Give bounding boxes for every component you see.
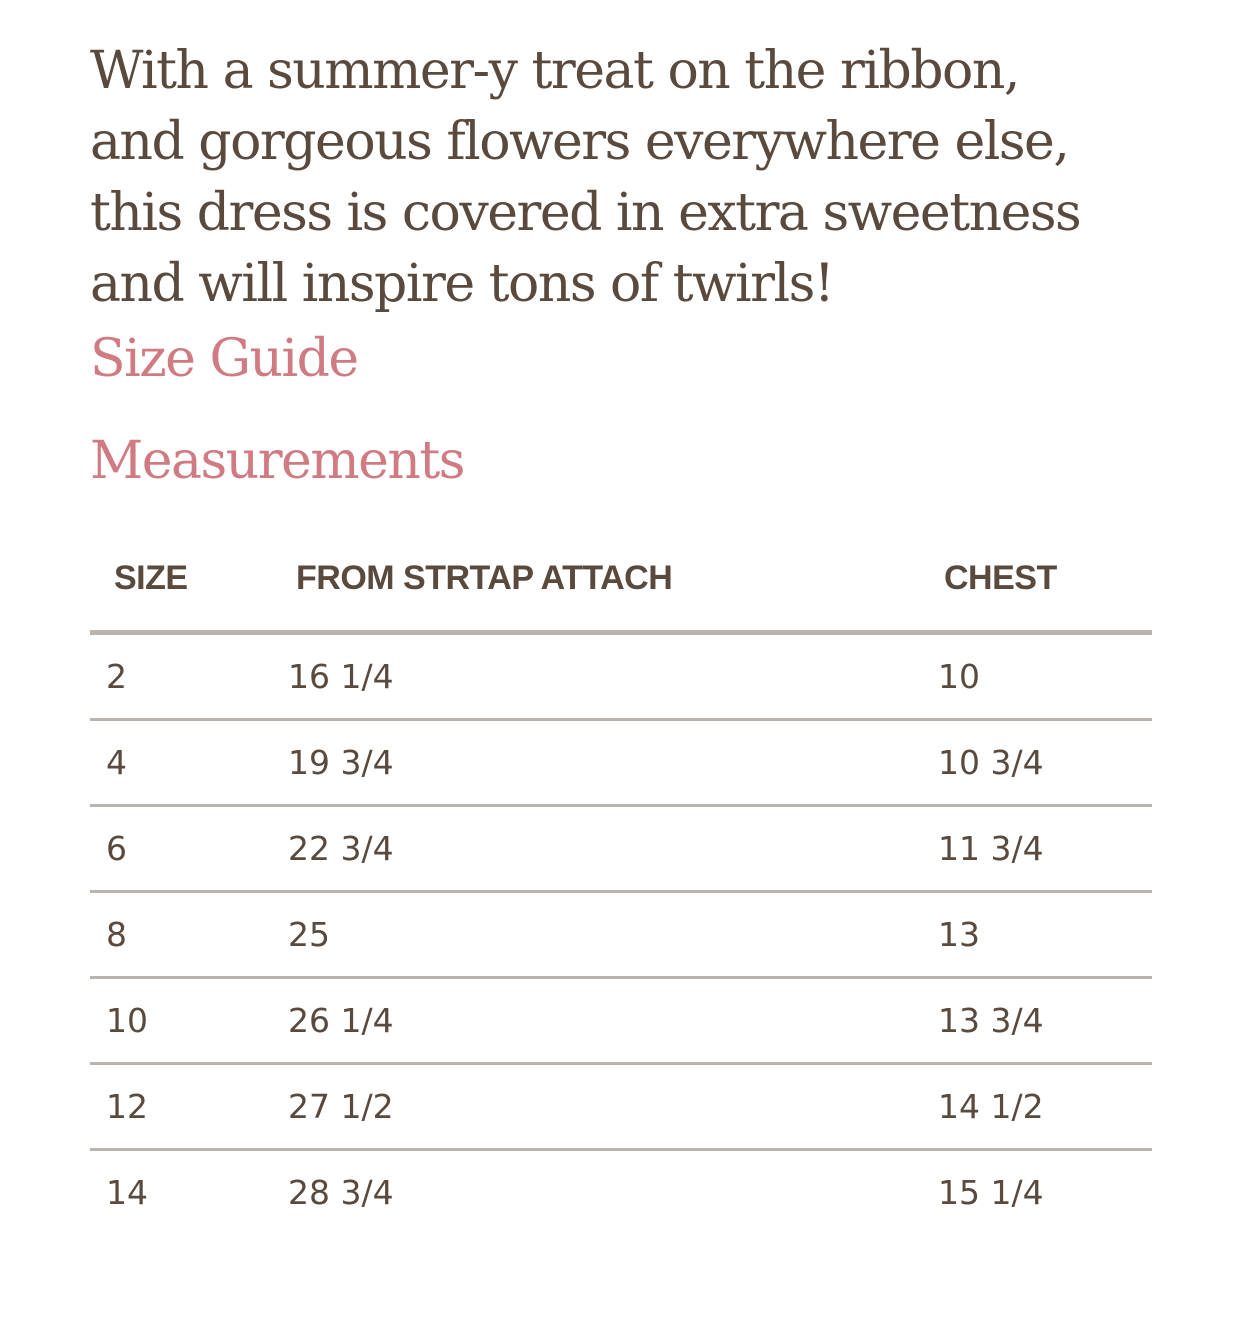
column-header-size: SIZE: [114, 559, 188, 597]
table-row: [90, 979, 1152, 1065]
cell-size: 10: [106, 1001, 148, 1040]
cell-strap-attach: 16 1/4: [288, 657, 394, 696]
cell-size: 8: [106, 915, 127, 954]
cell-strap-attach: 26 1/4: [288, 1001, 394, 1040]
cell-size: 6: [106, 829, 127, 868]
cell-size: 12: [106, 1087, 148, 1126]
cell-strap-attach: 27 1/2: [288, 1087, 394, 1126]
description-line: this dress is covered in extra sweetness: [90, 183, 1081, 243]
measurements-table-body: [90, 635, 1152, 1237]
cell-chest: 15 1/4: [938, 1173, 1044, 1212]
column-header-strap: FROM STRTAP ATTACH: [296, 559, 673, 597]
cell-strap-attach: 25: [288, 915, 330, 954]
cell-size: 2: [106, 657, 127, 696]
cell-chest: 10: [938, 657, 980, 696]
cell-size: 14: [106, 1173, 148, 1212]
table-row: [90, 1151, 1152, 1237]
size-guide-link[interactable]: Size Guide: [90, 329, 358, 389]
cell-chest: 13 3/4: [938, 1001, 1044, 1040]
table-row: [90, 893, 1152, 979]
table-row: [90, 635, 1152, 721]
cell-strap-attach: 22 3/4: [288, 829, 394, 868]
description-line: and gorgeous flowers everywhere else,: [90, 112, 1069, 172]
cell-chest: 11 3/4: [938, 829, 1044, 868]
cell-chest: 10 3/4: [938, 743, 1044, 782]
table-header-row: [90, 556, 1152, 600]
cell-chest: 13: [938, 915, 980, 954]
table-row: [90, 1065, 1152, 1151]
cell-chest: 14 1/2: [938, 1087, 1044, 1126]
column-header-chest: CHEST: [944, 559, 1057, 597]
cell-size: 4: [106, 743, 127, 782]
measurements-heading: Measurements: [90, 431, 464, 491]
description-line: and will inspire tons of twirls!: [90, 254, 834, 314]
cell-strap-attach: 19 3/4: [288, 743, 394, 782]
product-description: [90, 36, 1150, 320]
cell-strap-attach: 28 3/4: [288, 1173, 394, 1212]
description-line: With a summer-y treat on the ribbon,: [90, 41, 1019, 101]
table-row: [90, 807, 1152, 893]
table-row: [90, 721, 1152, 807]
